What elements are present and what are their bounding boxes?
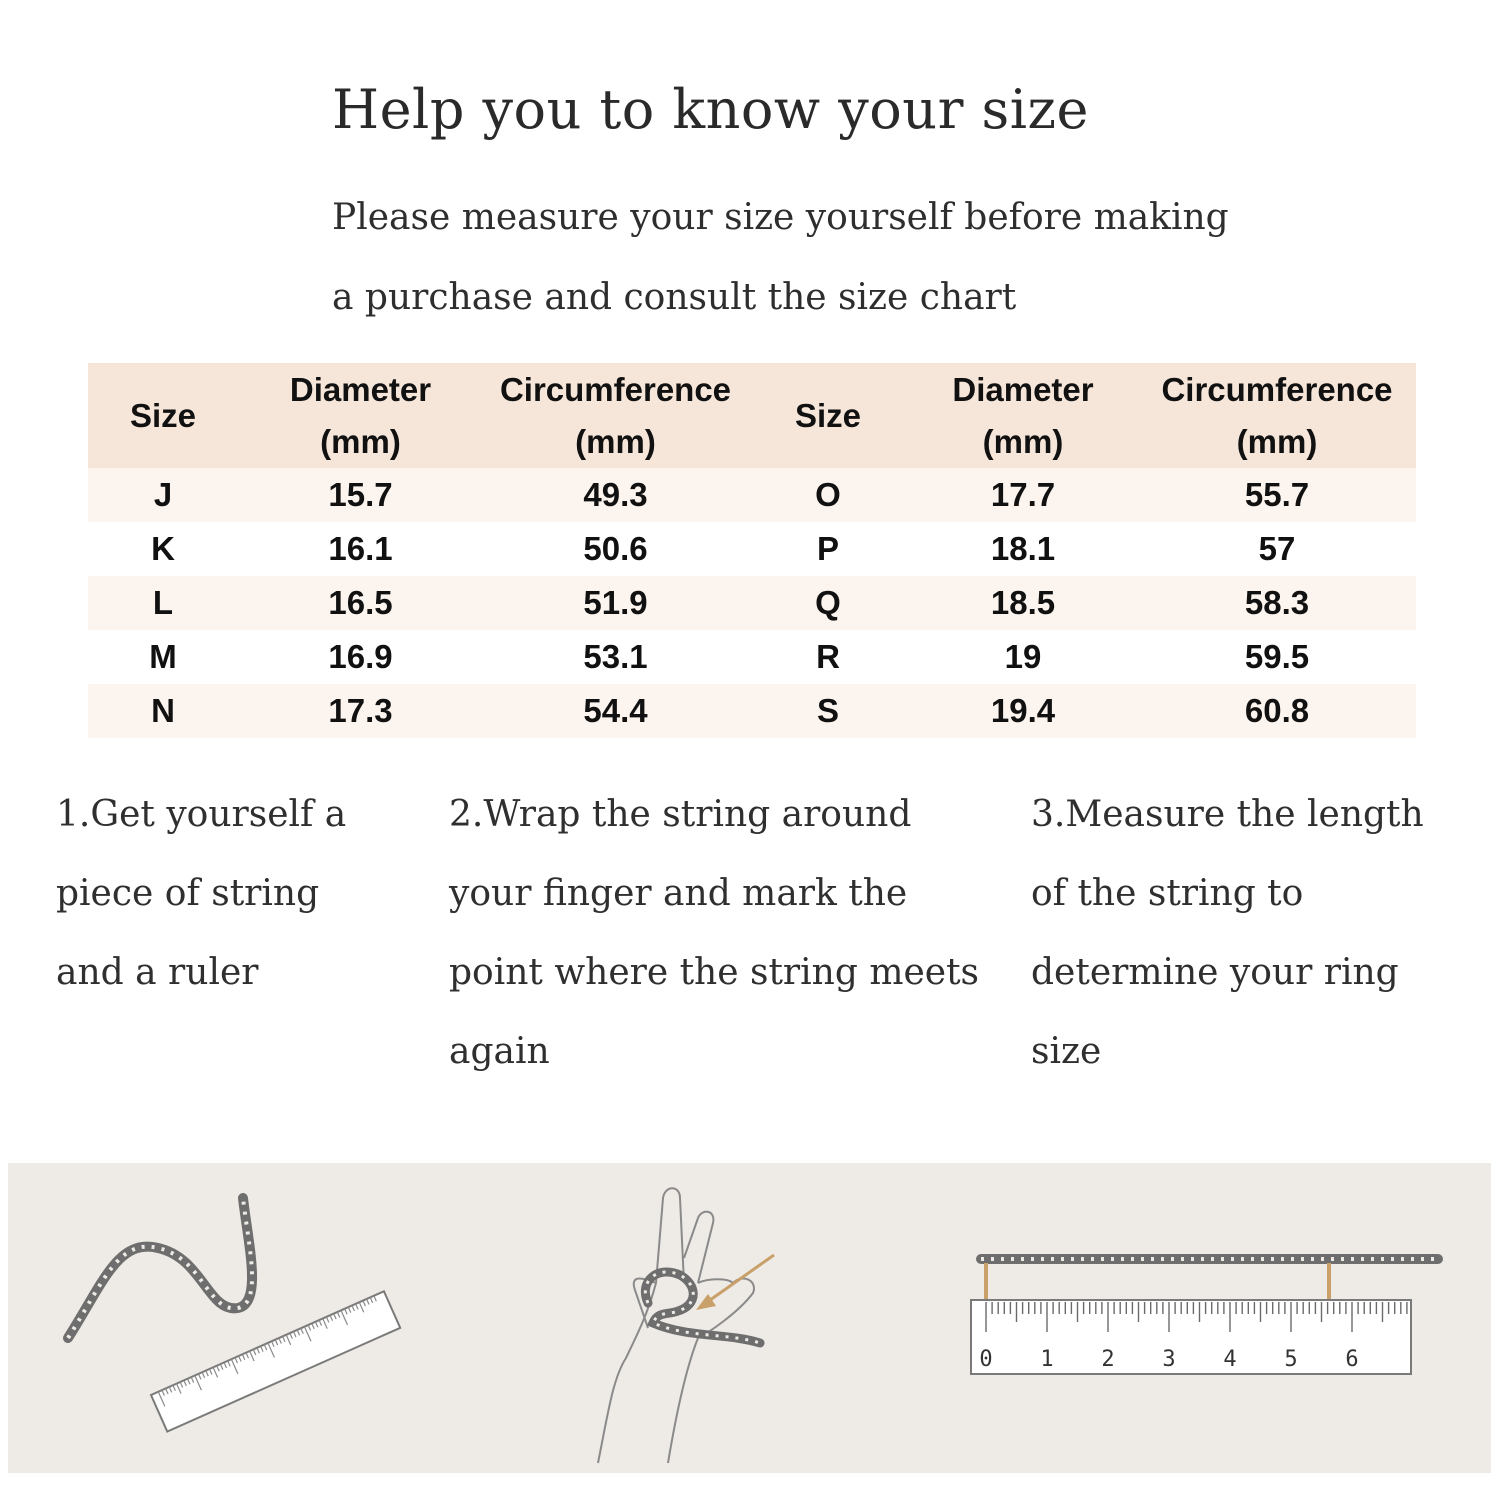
string-icon [68, 1198, 252, 1338]
subtitle-line: a purchase and consult the size chart [332, 277, 1017, 318]
ruler-label: 0 [979, 1347, 993, 1372]
table-header-row [88, 363, 1416, 468]
table-row [88, 684, 1416, 738]
ruler-label: 4 [1223, 1347, 1237, 1372]
ruler-label: 2 [1101, 1347, 1115, 1372]
step-line: point where the string meets [449, 952, 980, 993]
table-cell: 50.6 [483, 522, 748, 576]
table-cell: O [748, 468, 908, 522]
header-diameter: Diameter (mm) [238, 363, 483, 468]
step-1-text [56, 775, 346, 1012]
table-row [88, 468, 1416, 522]
table-cell: N [88, 684, 238, 738]
step-line: of the string to [1031, 873, 1304, 914]
table-cell: J [88, 468, 238, 522]
step-2-text [449, 775, 979, 1091]
table-cell: M [88, 630, 238, 684]
header-circumference: Circumference (mm) [483, 363, 748, 468]
step-line: 2.Wrap the string around [449, 794, 912, 835]
table-cell: 16.9 [238, 630, 483, 684]
table-cell: 18.1 [908, 522, 1138, 576]
table-cell: 55.7 [1138, 468, 1416, 522]
step-line: your finger and mark the [449, 873, 908, 914]
step-line: piece of string [56, 873, 320, 914]
table-cell: 18.5 [908, 576, 1138, 630]
table-row [88, 522, 1416, 576]
ruler-icon [151, 1291, 400, 1431]
table-cell: R [748, 630, 908, 684]
table-cell: 15.7 [238, 468, 483, 522]
header-size: Size [748, 363, 908, 468]
table-cell: 17.7 [908, 468, 1138, 522]
subtitle [332, 178, 1332, 338]
table-cell: 19 [908, 630, 1138, 684]
step-line: determine your ring [1031, 952, 1399, 993]
subtitle-line: Please measure your size yourself before making [332, 197, 1229, 238]
ruler-label: 6 [1345, 1347, 1359, 1372]
step-3-text [1031, 775, 1424, 1091]
table-cell: 17.3 [238, 684, 483, 738]
measuring-ruler-icon [971, 1300, 1411, 1374]
table-cell: Q [748, 576, 908, 630]
table-cell: 59.5 [1138, 630, 1416, 684]
table-cell: P [748, 522, 908, 576]
ruler-label: 1 [1040, 1347, 1054, 1372]
ruler-label: 3 [1162, 1347, 1176, 1372]
table-cell: 16.5 [238, 576, 483, 630]
table-row [88, 576, 1416, 630]
table-cell: 51.9 [483, 576, 748, 630]
header-circumference: Circumference (mm) [1138, 363, 1416, 468]
page-title: Help you to know your size [332, 78, 1089, 141]
table-cell: 54.4 [483, 684, 748, 738]
step-line: 1.Get yourself a [56, 794, 347, 835]
header-size: Size [88, 363, 238, 468]
ruler-label: 5 [1284, 1347, 1298, 1372]
step-line: 3.Measure the length [1031, 794, 1424, 835]
table-cell: 49.3 [483, 468, 748, 522]
step-line: and a ruler [56, 952, 259, 993]
table-cell: 19.4 [908, 684, 1138, 738]
table-cell: 58.3 [1138, 576, 1416, 630]
table-row [88, 630, 1416, 684]
table-cell: S [748, 684, 908, 738]
size-chart-table [88, 363, 1416, 738]
table-cell: 60.8 [1138, 684, 1416, 738]
table-cell: L [88, 576, 238, 630]
header-diameter: Diameter (mm) [908, 363, 1138, 468]
arrow-icon [696, 1255, 774, 1310]
table-cell: 53.1 [483, 630, 748, 684]
step-line: size [1031, 1031, 1102, 1072]
table-cell: 57 [1138, 522, 1416, 576]
step-line: again [449, 1031, 550, 1072]
illustration-panel [8, 1163, 1491, 1473]
table-cell: K [88, 522, 238, 576]
table-cell: 16.1 [238, 522, 483, 576]
